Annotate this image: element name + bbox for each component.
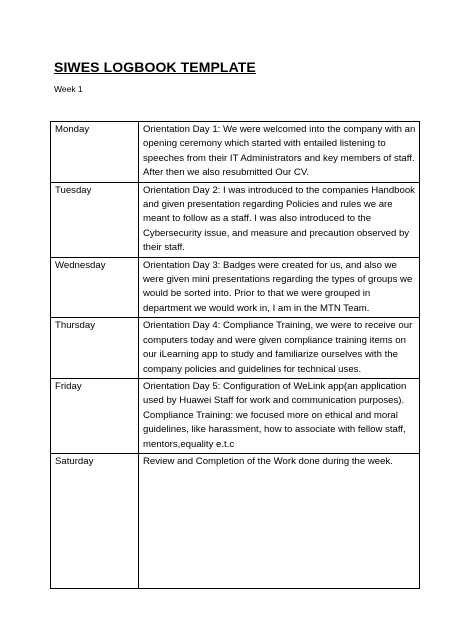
table-row-wednesday <box>51 257 420 318</box>
table-row-monday <box>51 122 420 183</box>
entry-cell: Review and Completion of the Work done during the week. <box>139 453 420 588</box>
day-cell: Wednesday <box>51 257 139 318</box>
table-row-tuesday <box>51 182 420 257</box>
entry-cell: Orientation Day 5: Configuration of WeLink app(an application used by Huawei Staff for work and communication purposes). Compliance Training: we focused more on ethical and moral guidelines, like harassment, how to associate with fellow staff, mentors,equality e.t.c <box>139 378 420 453</box>
table-row-friday <box>51 378 420 453</box>
day-cell: Tuesday <box>51 182 139 257</box>
table-row-thursday <box>51 318 420 379</box>
document-title: SIWES LOGBOOK TEMPLATE <box>54 59 256 75</box>
entry-cell: Orientation Day 3: Badges were created for us, and also we were given mini presentations regarding the types of groups we would be sorted into. Prior to that we were grouped in department we would work in, I am in the MTN Team. <box>139 257 420 318</box>
logbook-table <box>50 121 420 589</box>
week-label: Week 1 <box>54 84 83 94</box>
entry-cell: Orientation Day 4: Compliance Training, we were to receive our computers today and were given compliance training items on our iLearning app to study and familiarize ourselves with the company policies and guidelines for technical uses. <box>139 318 420 379</box>
day-cell: Friday <box>51 378 139 453</box>
entry-cell: Orientation Day 2: I was introduced to the companies Handbook and given presentation regarding Policies and rules we are meant to follow as a staff. I was also introduced to the Cybersecurity issue, and measure and precaution observed by their staff. <box>139 182 420 257</box>
entry-cell: Orientation Day 1: We were welcomed into the company with an opening ceremony which started with entailed listening to speeches from their IT Administrators and key members of staff. After then we also resubmitted Our CV. <box>139 122 420 183</box>
day-cell: Thursday <box>51 318 139 379</box>
day-cell: Monday <box>51 122 139 183</box>
table-row-saturday <box>51 453 420 588</box>
day-cell: Saturday <box>51 453 139 588</box>
